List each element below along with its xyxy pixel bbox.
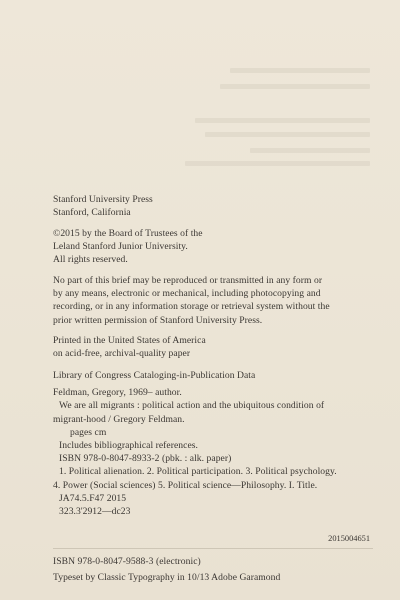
show-through-line — [185, 161, 370, 166]
publisher-block — [53, 193, 153, 219]
cip-bibliography: Includes bibliographical references. — [59, 440, 198, 452]
notice-line: recording, or in any information storage or retrieval system without the — [53, 301, 330, 313]
show-through-line — [250, 148, 370, 153]
isbn-electronic: ISBN 978-0-8047-9588-3 (electronic) — [53, 556, 201, 567]
cip-ddc: 323.3'2912—dc23 — [59, 506, 131, 518]
footer-block — [53, 555, 280, 584]
cip-heading: Library of Congress Cataloging-in-Publication Data — [53, 370, 256, 381]
copyright-block — [53, 227, 203, 267]
show-through-line — [195, 118, 370, 123]
publisher-name: Stanford University Press — [53, 194, 153, 205]
reproduction-notice — [53, 274, 330, 327]
show-through-line — [220, 84, 370, 89]
cip-isbn-print: ISBN 978-0-8047-8933-2 (pbk. : alk. paper) — [59, 453, 232, 465]
notice-line: No part of this brief may be reproduced or transmitted in any form or — [53, 275, 323, 286]
show-through-line — [205, 132, 370, 137]
cip-title: We are all migrants : political action and the ubiquitous condition of — [59, 400, 325, 412]
notice-line: by any means, electronic or mechanical, including photocopying and — [53, 288, 321, 300]
cip-record-number: 2015004651 — [328, 534, 370, 543]
printing-line: Printed in the United States of America — [53, 335, 206, 346]
cip-subjects: 4. Power (Social sciences) 5. Political science—Philosophy. I. Title. — [53, 479, 318, 491]
notice-line: prior written permission of Stanford University Press. — [53, 314, 263, 326]
cip-subjects: 1. Political alienation. 2. Political participation. 3. Political psychology. — [59, 466, 337, 478]
cip-title: migrant-hood / Gregory Feldman. — [53, 413, 185, 425]
printing-line: on acid-free, archival-quality paper — [53, 348, 191, 360]
publisher-place: Stanford, California — [53, 207, 131, 219]
typeset-note: Typeset by Classic Typography in 10/13 Adobe Garamond — [53, 572, 281, 584]
copyright-line: Leland Stanford Junior University. — [53, 241, 188, 253]
cip-pages: pages cm — [70, 426, 107, 438]
show-through-line — [230, 68, 370, 73]
copyright-line: ©2015 by the Board of Trustees of the — [53, 228, 203, 239]
cip-author: Feldman, Gregory, 1969– author. — [53, 387, 182, 399]
show-through-text — [70, 60, 370, 180]
rights-reserved: All rights reserved. — [53, 254, 128, 266]
cip-lcc: JA74.5.F47 2015 — [59, 492, 127, 504]
printing-block — [53, 334, 206, 360]
divider — [53, 548, 373, 549]
cip-data-block — [53, 369, 337, 518]
